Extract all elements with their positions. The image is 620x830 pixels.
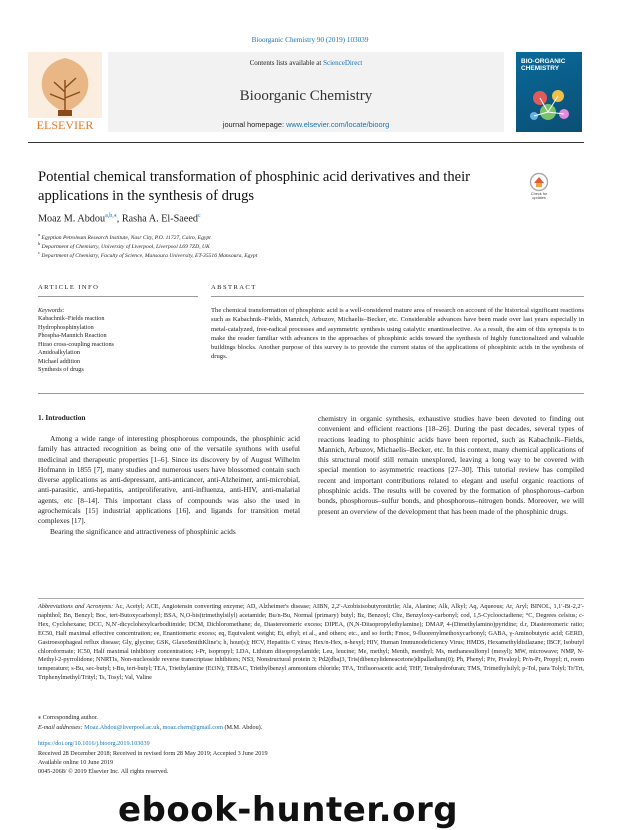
keyword-item: Phospha-Mannich Reaction	[38, 332, 107, 339]
homepage-line: journal homepage: www.elsevier.com/locate/bioorg	[222, 120, 390, 129]
intro-paragraph: Bearing the significance and attractiveness of phosphinic acids	[50, 526, 236, 536]
keyword-item: Michael addition	[38, 357, 81, 365]
watermark-text: ebook-hunter.org	[118, 790, 459, 830]
cover-title: BIO-ORGANIC CHEMISTRY	[521, 58, 566, 72]
intro-paragraph: Among a wide range of interesting phosphorous compounds, the phosphinic acid family has attracted recognition as being one of the versatile synthons with useful medicinal and therapeutic properties [1–6]. Since its discovery by of August Wilhelm Hofmann in 1855 [7], many studies and numerous users have blossomed contain such diverse applications as anti-depressant, anti-anticancer, anti-Alzheimer, anti-microbial, anti-parasitic, anti-hepatitis, antiproliferative, anti-influenza, anti-HIV, anti-malarial agents, etc [8–14]. This important class of compounds was also the used in agrochemicals [15] industrial applications [16], and ligands for transition metal complexes [17].	[38, 434, 300, 526]
abstract-text: The chemical transformation of phosphinic acid is a well-considered mature area of research on account of the historical significant reactions such as Kabachnik–Fields, Mannich, Arbuzov, Michaelis–Becker, etc. Considerable advances have been made over last years especially in metal-catalyzed, free-radical processes and asymmetric synthesis using catalytic enantioselective. As a result, the aim of this synopsis is to make the reader familiar with advances in the approaches of phosphinic acids toward the synthesis of highly functionalized and valuable buildings blocks. Another purpose of this survey is to provide the current status of the applications of phosphinic acids in the synthesis of drugs.	[211, 307, 584, 361]
author-affiliation-sup[interactable]: a,b,⁎	[105, 213, 117, 219]
check-updates-icon	[526, 172, 552, 192]
corresponding-author-note: ⁎ Corresponding author.	[38, 714, 98, 721]
journal-header-box	[108, 52, 504, 132]
homepage-link[interactable]: www.elsevier.com/locate/bioorg	[286, 120, 390, 129]
footnote-divider	[38, 598, 584, 599]
author-affiliation-sup[interactable]: c	[197, 213, 201, 219]
email-link[interactable]: moaz.chem@gmail.com	[162, 724, 223, 731]
author-name: Rasha A. El-Saeed	[121, 213, 198, 225]
intro-column-left	[38, 434, 300, 537]
journal-cover-thumbnail	[516, 52, 582, 132]
contents-line: Contents lists available at ScienceDirect	[249, 59, 363, 67]
abstract-divider	[211, 296, 584, 297]
doi-link[interactable]: https://doi.org/10.1016/j.bioorg.2019.103039	[38, 740, 150, 747]
affiliation-a: $^a$ Egyptian Petroleum Research Institute, Nasr City, P.O. 11727, Cairo, Egypt	[38, 232, 211, 241]
article-info-heading: ARTICLE INFO	[38, 284, 100, 291]
abstract-bottom-divider	[38, 393, 584, 394]
molecule-illustration-icon	[526, 84, 572, 126]
elsevier-logo	[28, 52, 102, 132]
abbreviations-block: Abbreviations and Acronyms: Ac, Acetyl; ACE, Angiotensin converting enzyme; AD, Alzheimer's disease; AIBN, 2,2′-Azobisisobutyronitrile; Ala, Alanine; Alk, Alkyl; Aq, Aqueous; Ar, Aryl; BINOL, 1,1′-Bi-2,2′-naphthol; Bn, Benzyl; Boc, tert-Butoxycarbonyl; BSA, N,O-bis(trimethylsilyl) acetamide; Bu/n-Bu, Normal (primary) butyl; Bz, Benzoyl; Cbz, Benzyloxy-carbonyl; cod, 1,5-Cyclooctadiene; °C, Degrees celsius; c-Hex, Cyclohexane; DCC, N,N′-dicyclohexylcarbodiimide; DCM, Dichloromethane; de, Diastereomeric excess; DIPEA, (N,N-Diisopropylethylamine); DMAP, 4-(Dimethylamino)pyridine; d.r, Diastereomeric ratio; EC50, Half maximal effective concentration; ee, Enantiomeric excess; eq, Equivalent weight; Et, ethyl; et al., and others; etc., and so forth; Fmoc, 9-fluorenylmethoxycarbonyl; GABA, γ-Aminobutyric acid; GERD, Gastroesophageal reflux disease; Gly, glycine; GSK, GlaxoSmithKline's; h, hour(s); HCV, Hepatitis C virus; Hex/n-Hex, n-hexyl; HIV, Human Immunodeficiency Virus; HMDS, Hexamethyldisilazane; IBCF, Isobutyl chloroformate; IC50, Half maximal inhibitory concentration; i-Pr, isopropyl; LDA, Lithium diisopropylamide; Leu, leucine; Me, methyl; Menth, menthyl; Ms, methanesulfonyl (mesyl); MW, microwave; NMP, N-Methyl-2-pyrrolidone; NNRTIs, Non-nucleoside reverse transcriptase inhibitors; NS3, Nonstructural protein 3; Pd2(dba)3, Tris(dibenzylideneacetone)dipalladium(0); Ph, Phenyl; Piv, Pivaloyl; Pr/n-Pr, Propyl; rt, room temperature; s-Bu, sec-butyl; t-Bu, tert-butyl; TEA, Triethylamine (Et3N); TEBAC, Triethylbenzyl ammonium chloride; TFA, Trifluoroacetic acid; THF, Tetrahydrofuran; TMS, Trimethylsilyl; p-Tol, para Tolyl; Tr/Trt, Triphenylmethyl/Trityl; Ts, Tosyl; Val, Valine	[38, 603, 584, 682]
intro-column-right	[318, 414, 584, 517]
journal-name: Bioorganic Chemistry	[239, 88, 373, 104]
check-updates-label: Check for updates	[530, 192, 548, 201]
intro-paragraph: chemistry in organic synthesis, exhaustive studies have been devoted to finding out convenient and efficient reactions [18–26]. During the past decades, several types of reactions leading to phosphinic acids have been reported, such as Kabachnik–Fields, Mannich, Arbuzov, Michaelis–Becker, etc. In this context, many chemical applications of this structural motif still remain unexplored, leaving a long way to be covered with special mention to asymmetric reactions [27–30]. This tutorial review has compiled recent and important contributions related to elegant and useful organic reactions of phosphinic acids. The results will be covered by the formation of phosphorous–carbon bonds, phosphorous–sulfur bonds, and phosphorous–nitrogen bonds. Moreover, we will present an overview of the development that has been made of the phosphinic drugs.	[318, 414, 584, 516]
elsevier-wordmark: ELSEVIER	[36, 118, 94, 132]
article-title: Potential chemical transformation of phosphinic acid derivatives and their applications in the synthesis of drugs	[38, 169, 471, 204]
affiliation-c: $^c$ Department of Chemistry, Faculty of Science, Mansoura University, ET-35516 Mansoura, Egypt	[38, 250, 258, 259]
keyword-item: Kabachnik–Fields reaction	[38, 315, 105, 322]
check-for-updates-button[interactable]	[526, 172, 552, 202]
affiliation-b: $^b$ Department of Chemistry, University of Liverpool, Liverpool L69 7ZD, UK	[38, 241, 210, 250]
journal-reference-link[interactable]: Bioorganic Chemistry 90 (2019) 103039	[251, 36, 369, 44]
email-addresses: E-mail addresses: Moaz.Abdou@liverpool.ac.uk, moaz.chem@gmail.com (M.M. Abdou).	[38, 724, 263, 731]
abstract-heading: ABSTRACT	[211, 284, 257, 291]
keyword-item: Amidoalkylation	[38, 349, 80, 356]
author-list: Moaz M. Abdou$^{a,b,⁎}$, Rasha A. El-Saeed$^c$	[38, 213, 201, 225]
keyword-item: Synthesis of drugs	[38, 366, 84, 373]
sciencedirect-link[interactable]: ScienceDirect	[323, 59, 363, 67]
copyright-line: 0045-2068/ © 2019 Elsevier Inc. All rights reserved.	[38, 768, 169, 775]
author-name: Moaz M. Abdou	[38, 213, 106, 225]
keywords-label: Keywords:	[38, 307, 65, 314]
keyword-item: Hirao cross-coupling reactions	[38, 340, 114, 348]
received-dates: Received 28 December 2018; Received in revised form 28 May 2019; Accepted 3 June 2019	[38, 750, 268, 757]
section-heading-introduction: 1. Introduction	[38, 413, 86, 422]
info-divider	[38, 296, 198, 297]
available-online: Available online 10 June 2019	[38, 759, 114, 766]
email-link[interactable]: Moaz.Abdou@liverpool.ac.uk	[84, 724, 160, 731]
header-divider	[28, 142, 584, 143]
keyword-item: Hydrophosphinylation	[38, 323, 94, 331]
